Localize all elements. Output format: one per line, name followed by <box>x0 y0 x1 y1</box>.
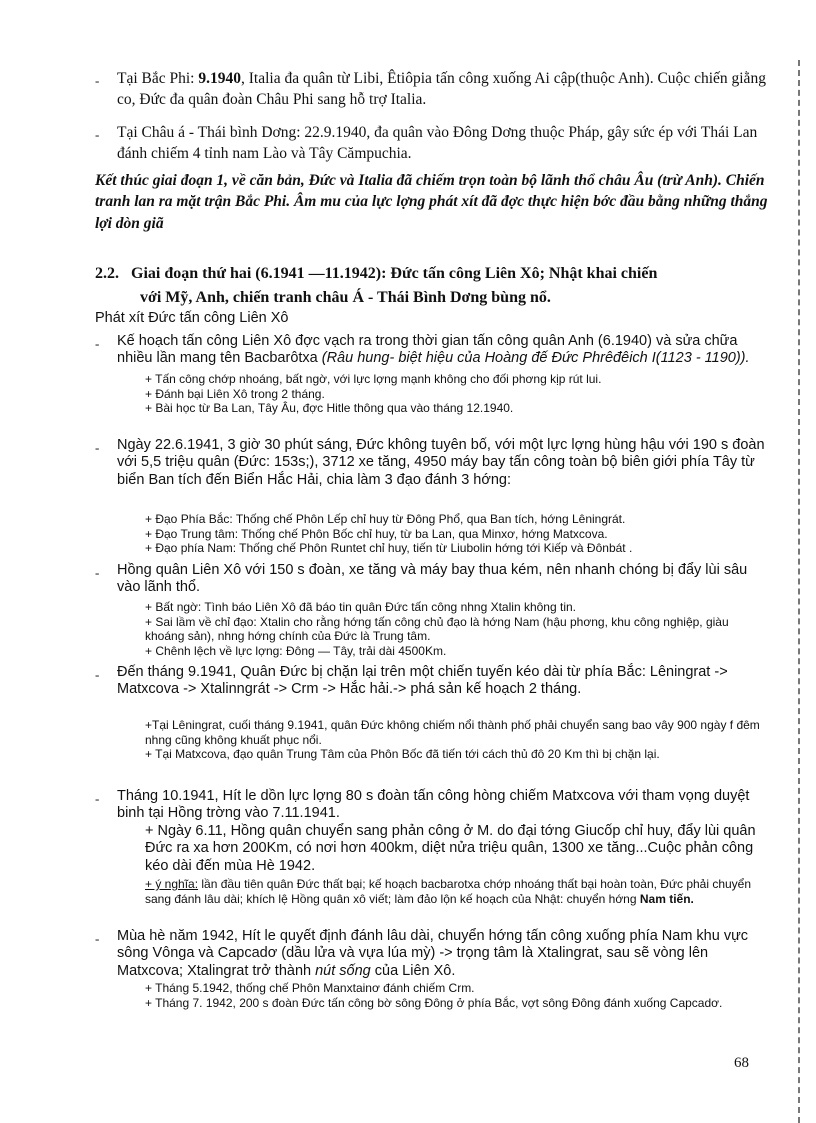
bullet-marker: - <box>95 336 100 351</box>
bullet-marker: - <box>95 667 100 682</box>
page-number: 68 <box>734 1055 749 1071</box>
summer-1942-sub-list <box>145 981 765 1010</box>
retreat-reasons-sub-list <box>145 600 765 659</box>
barbarossa-plan-paragraph <box>117 333 767 368</box>
sub-item: + Bất ngờ: Tình báo Liên Xô đã báo tin quân Đức tấn công nhng Xtalin không tin. <box>145 600 576 614</box>
sub-item: + Đánh bại Liên Xô trong 2 tháng. <box>145 386 325 401</box>
scan-edge-line <box>798 60 800 1123</box>
sub-item: +Tại Lêningrat, cuối tháng 9.1941, quân Đức không chiếm nổi thành phố phải chuyển sang bao vây 900 ngày f đêm nhng cũng không khuất phục nổi. <box>145 718 760 747</box>
text-run: Mùa hè năm 1942, Hít le quyết định đánh lâu dài, chuyển hớng tấn công xuống phía Nam khu vực sông Vônga và Capcadơ (dầu lửa và vựa lúa mỳ) -> trọng tâm là Xtalingrat, sau sẽ vòng lên Matxcova; Xtalingrat trở thành <box>117 928 749 979</box>
date-bold: 9.1940 <box>198 70 241 87</box>
barbarossa-sub-list <box>145 372 765 416</box>
summer-1942-offensive-paragraph <box>117 928 767 980</box>
june-22-invasion-paragraph: Ngày 22.6.1941, 3 giờ 30 phút sáng, Đức không tuyên bố, với một lực lợng hùng hậu với 190 s đoàn với 5,5 triệu quân (Đức: 153s;), 3712 xe tăng, 4950 máy bay tấn công toàn bộ biên giới phía Tây từ biển Ban tích đến Biển Hắc Hải, chia làm 3 đạo đánh 3 hớng: <box>117 437 765 488</box>
invasion-axes-sub-list <box>145 512 765 556</box>
phase-one-conclusion: Kết thúc giai đoạn 1, về căn bản, Đức và Italia đã chiếm trọn toàn bộ lãnh thổ châu Âu (trừ Anh). Chiến tranh lan ra mặt trận Bắc Phi. Âm mu của lực lợng phát xít đã đợc thực hiện bớc đầu bằng những thắng lợi dòn giã <box>95 172 768 232</box>
sub-item: + Sai lầm về chỉ đạo: Xtalin cho rằng hớng tấn công chủ đạo là hớng Nam (hậu phơng, khu công nghiệp, giàu khoáng sản), nhng hớng chính của Đức là Trung tâm. <box>145 614 729 644</box>
text-run: , Italia đa quân từ Libi, Êtiôpia tấn công xuống Ai cập(thuộc Anh). Cuộc chiến giằng co, Đức đa quân đoàn Châu Phi sang hỗ trợ Italia. <box>117 70 766 109</box>
barbarossa-name-note: (Râu hung- biệt hiệu của Hoàng đế Đức Phrêđêich I(1123 - 1190)). <box>321 350 750 367</box>
sub-item: + Tấn công chớp nhoáng, bất ngờ, với lực lợng mạnh không cho đối phơng kịp rút lui. <box>145 372 602 386</box>
moscow-offensive-paragraph: Tháng 10.1941, Hít le dồn lực lợng 80 s đoàn tấn công hòng chiếm Matxcova với tham vọng duyệt binh tại Hồng trờng vào 7.11.1941. <box>117 788 750 822</box>
bullet-marker: - <box>95 931 100 946</box>
september-1941-front-paragraph: Đến tháng 9.1941, Quân Đức bị chặn lại trên một chiến tuyến kéo dài từ phía Bắc: Lêningrat -> Matxcova -> Xtalinngrát -> Crm -> Hắc hải.-> phá sản kế hoạch 2 tháng. <box>117 664 728 698</box>
red-army-retreat-paragraph: Hồng quân Liên Xô với 150 s đoàn, xe tăng và máy bay thua kém, nên nhanh chóng bị đẩy lùi sâu vào lãnh thổ. <box>117 562 748 596</box>
soviet-counteroffensive-paragraph: + Ngày 6.11, Hồng quân chuyển sang phản công ở M. do đại tớng Giucốp chỉ huy, đẩy lùi quân Đức ra xa hơn 200Km, có nơi hơn 400km, diệt nửa triệu quân, 1300 xe tăng...Cuộc phản công kéo dài đến mùa Hè 1942. <box>145 823 756 874</box>
sub-item: + Đạo Phía Bắc: Thống chế Phôn Lếp chỉ huy từ Đông Phổ, qua Ban tích, hớng Lêningrát. <box>145 512 626 526</box>
text-run: lần đầu tiên quân Đức thất bại; kế hoạch bacbarotxa chớp nhoáng thất bại hoàn toàn, Đức phải chuyển sang đánh lâu dài; khích lệ Hồng quân xô viết; làm đảo lộn kế hoạch của Nhật: chuyển hớng <box>145 877 752 906</box>
sub-item: + Đạo phía Nam: Thống chế Phôn Runtet chỉ huy, tiến từ Liubolin hớng tới Kiếp và Đônbát . <box>145 541 633 556</box>
bullet-marker: - <box>95 73 100 88</box>
significance-label: + ý nghĩa: <box>145 877 199 891</box>
text-run: của Liên Xô. <box>370 962 456 979</box>
sub-item: + Tháng 5.1942, thống chế Phôn Manxtainơ đánh chiếm Crm. <box>145 981 475 995</box>
intro-paragraph-north-africa <box>117 68 767 111</box>
significance-note <box>145 877 765 906</box>
section-title-line2: với Mỹ, Anh, chiến tranh châu Á - Thái Bình Dơng bùng nổ. <box>140 288 551 306</box>
section-heading-2-2 <box>95 262 785 309</box>
text-run: Kế hoạch tấn công Liên Xô đợc vạch ra trong thời gian tấn công quân Anh (6.1940) và sửa chữa nhiều lần mang tên Bacbarôtxa <box>117 333 738 367</box>
bullet-marker: - <box>95 565 100 580</box>
italic-term: nút sống <box>315 962 371 979</box>
sub-item: + Tại Matxcova, đạo quân Trung Tâm của Phôn Bốc đã tiến tới cách thủ đô 20 Km thì bị chặn lại. <box>145 747 660 762</box>
section-title-line1: Giai đoạn thứ hai (6.1941 —11.1942): Đức tấn công Liên Xô; Nhật khai chiến <box>131 265 658 282</box>
sub-item: + Đạo Trung tâm: Thống chế Phôn Bốc chỉ huy, từ ba Lan, qua Minxơ, hớng Matxcova. <box>145 526 608 541</box>
bullet-marker: - <box>95 440 100 455</box>
sub-item: + Bài học từ Ba Lan, Tây Âu, đợc Hitle thông qua vào tháng 12.1940. <box>145 401 514 416</box>
bullet-marker: - <box>95 791 100 806</box>
sub-item: + Chênh lệch về lực lợng: Đông — Tây, trải dài 4500Km. <box>145 643 447 658</box>
text-run: Tại Bắc Phi: <box>117 70 199 87</box>
nam-tien-bold: Nam tiến. <box>639 891 694 906</box>
subheading-germany-attacks-ussr: Phát xít Đức tấn công Liên Xô <box>95 310 289 326</box>
intro-paragraph-asia-pacific: Tại Châu á - Thái bình Dơng: 22.9.1940, đa quân vào Đông Dơng thuộc Pháp, gây sức ép với Thái Lan đánh chiếm 4 tỉnh nam Lào và Tây Cămpuchia. <box>117 124 758 163</box>
section-number: 2.2. <box>95 265 119 282</box>
front-status-sub-list <box>145 718 765 762</box>
sub-item: + Tháng 7. 1942, 200 s đoàn Đức tấn công bờ sông Đông ở phía Bắc, vợt sông Đông đánh xuống Capcadơ. <box>145 995 723 1010</box>
bullet-marker: - <box>95 127 100 142</box>
